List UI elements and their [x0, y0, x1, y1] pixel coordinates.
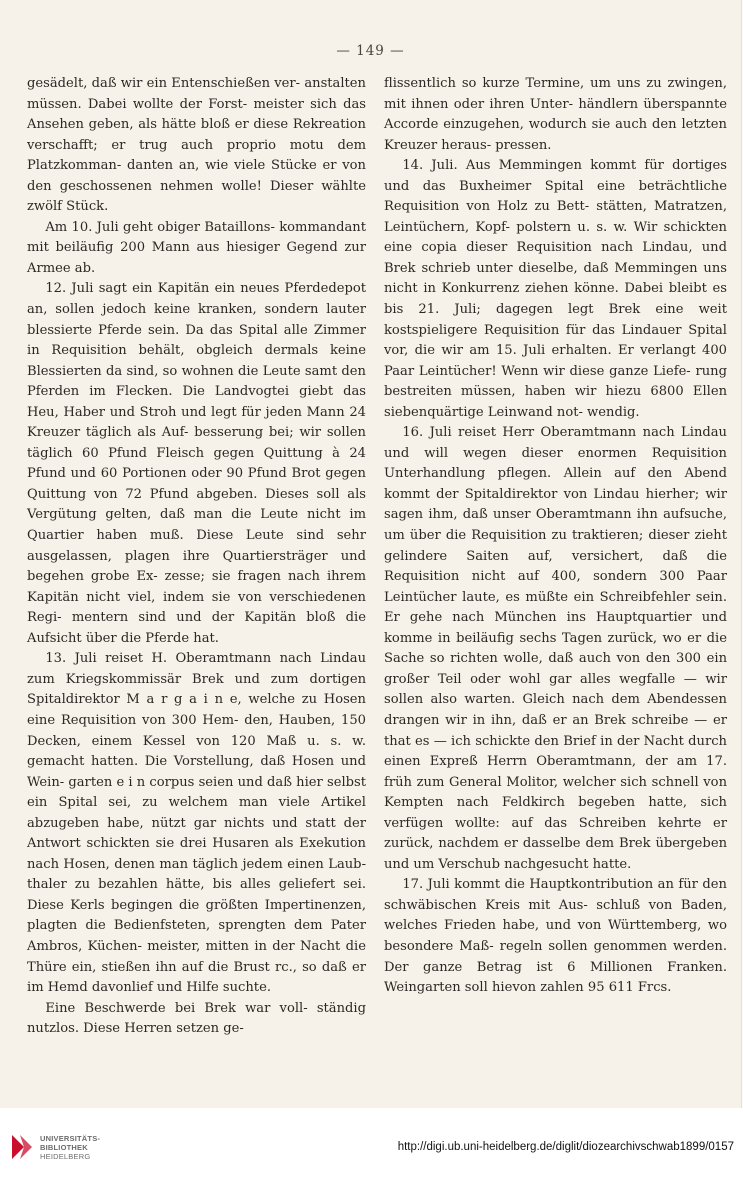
paragraph: Eine Beschwerde bei Brek war voll- ständig nutzlos. Diese Herren setzen ge- [27, 1000, 366, 1037]
heidelberg-library-logo-icon [10, 1131, 34, 1163]
paragraph: 16. Juli reiset Herr Oberamtmann nach Lindau und will wegen dieser enormen Requisition Unterhandlung pflegen. Allein auf den Abend kommt der Spitaldirektor von Lindau hierher; wir sagen ihm, daß unser Oberamtmann ihn aufsuche, um über die Requisition zu traktieren; dieser zieht gelindere Saiten auf, versichert, daß die Requisition nicht auf 400, sondern 300 Paar Leintücher laute, es müßte ein Schreibfehler sein. Er gehe nach München ins Hauptquartier und komme in beiläufig sechs Tagen zurück, wo er die Sache so richten wolle, daß auch von den 300 ein großer Teil oder wohl gar alles wegfalle — wir sollen also warten. Gleich nach dem Abendessen drangen wir in ihn, daß er an Brek schreibe — er that es — ich schickte den Brief in der Nacht durch einen Expreß Herrn Oberamtmann, der am 17. früh zum General Molitor, welcher sich schnell von Kempten nach Feldkirch begeben hatte, sich verfügen wollte: auf das Schreiben kehrte er zurück, nachdem er dasselbe dem Brek übergeben und um Verschub nachgesucht hatte. [384, 425, 727, 872]
page-number: — 149 — [336, 43, 405, 59]
permalink-url[interactable]: http://digi.ub.uni-heidelberg.de/diglit/diozearchivschwab1899/0157 [397, 1141, 734, 1153]
paragraph: 13. Juli reiset H. Oberamtmann nach Lindau zum Kriegskommissär Brek und zum dortigen Spitaldirektor M a r g a i n e, welche zu Hosen eine Requisition von 300 Hem- den, Hauben, 150 Decken, einem Kessel von 120 Maß u. s. w. gemacht hatten. Die Vorstellung, daß Hosen und Wein- garten e i n corpus seien und daß hier selbst ein Spital sei, zu welchem man viele Artikel abzugeben habe, nützt gar nichts und statt der Antwort schickten sie drei Husaren als Exekution nach Hosen, denen man täglich jedem einen Laub- thaler zu bezahlen hätte, bis alles geliefert sei. Diese Kerls begingen die größten Impertinenzen, plagten die Bedienfsteten, sprengten dem Pater Ambros, Küchen- meister, mitten in der Nacht die Thüre ein, stießen ihn auf die Brust rc., so daß er im Hemd davonlief und Hilfe suchte. [27, 651, 366, 996]
logo-line: HEIDELBERG [40, 1151, 91, 1161]
library-logo[interactable] [10, 1128, 130, 1166]
paragraph: 17. Juli kommt die Hauptkontribution an für den schwäbischen Kreis mit Aus- schluß von Baden, welches Frieden habe, und von Württemberg, wo besondere Maß- regeln sollen genommen werden. Der ganze Betrag ist 6 Millionen Franken. Weingarten soll hievon zahlen 95 611 Frcs. [384, 877, 727, 996]
paragraph: flissentlich so kurze Termine, um uns zu zwingen, mit ihnen oder ihren Unter- händlern überspannte Accorde einzugehen, wodurch sie auch den letzten Kreuzer heraus- pressen. [384, 76, 727, 153]
paragraph: 14. Juli. Aus Memmingen kommt für dortiges und das Buxheimer Spital eine beträchtliche Requisition von Holz zu Bett- stätten, Matratzen, Leintüchern, Kopf- polstern u. s. w. Wir schickten eine copia dieser Requisition nach Lindau, und Brek schrieb unter dieselbe, daß Memmingen uns nicht in Konkurrenz ziehen könne. Dabei bleibt es bis 21. Juli; dagegen legt Brek eine weit kostspieligere Requisition für das Lindauer Spital vor, die wir am 15. Juli erhalten. Er verlangt 400 Paar Leintücher! Wenn wir diese ganze Liefe- rung bestreiten müssen, haben wir hiezu 6800 Ellen siebenquärtige Leinwand not- wendig. [384, 158, 727, 420]
library-name [40, 1134, 100, 1161]
paragraph: gesädelt, daß wir ein Entenschießen ver- anstalten müssen. Dabei wollte der Forst- meister sich das Ansehen geben, als hätte bloß er diese Rekreation verschafft; er trug auch proprio motu dem Platzkomman- danten an, wie viele Stücke er von den geschossenen nehmen wolle! Dieser wählte zwölf Stück. [27, 76, 366, 215]
text-column-left [27, 74, 366, 1040]
viewer-footer [0, 1108, 743, 1177]
logo-line: BIBLIOTHEK [40, 1142, 88, 1152]
paragraph: Am 10. Juli geht obiger Bataillons- kommandant mit beiläufig 200 Mann aus hiesiger Gegend zur Armee ab. [27, 219, 366, 276]
text-column-right [384, 74, 727, 999]
logo-line: UNIVERSITÄTS- [40, 1133, 101, 1143]
paragraph: 12. Juli sagt ein Kapitän ein neues Pferdedepot an, sollen jedoch keine kranken, sondern lauter blessierte Pferde sein. Da das Spital alle Zimmer in Requisition behält, obgleich dermals keine Blessierten da sind, so wohnen die Leute samt den Pferden im Flecken. Die Landvogtei giebt das Heu, Haber und Stroh und legt für jeden Mann 24 Kreuzer täglich als Auf- besserung bei; wir sollen täglich 60 Pfund Fleisch gegen Quittung à 24 Pfund und 60 Portionen oder 90 Pfund Brot gegen Quittung von 72 Pfund abgeben. Dieses soll als Vergütung gelten, daß man die Leute nicht im Quartier haben muß. Diese Leute sind sehr ausgelassen, plagen ihre Quartiersträger und begehen grobe Ex- zesse; sie fragen nach ihrem Kapitän nicht viel, indem sie von verschiedenen Regi- mentern sind und der Kapitän bloß die Aufsicht über die Pferde hat. [27, 281, 366, 646]
